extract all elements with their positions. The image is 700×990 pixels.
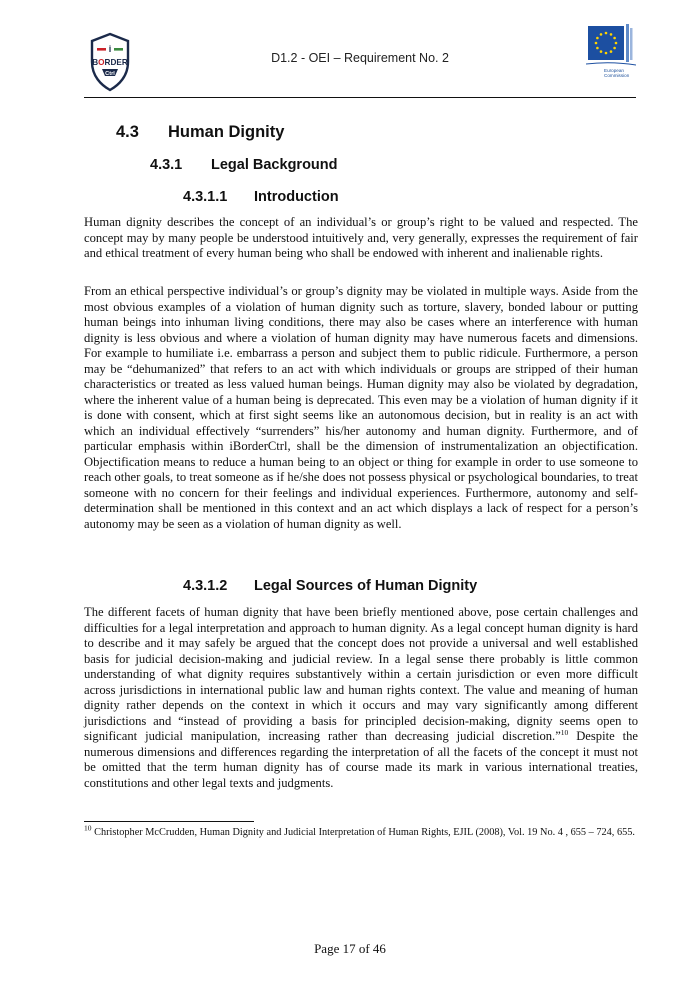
- intro-paragraph-1: Human dignity describes the concept of an individual’s or group’s right to be valued and respected. The concept may by many people be understood intuitively and, very generally, expresses the requirement of fair and ethical treatment of every human being who shall be endowed with inherent and inalienable rights.: [84, 215, 638, 260]
- intro-heading: [183, 189, 339, 205]
- page-number: Page 17 of 46: [314, 941, 386, 956]
- footnote: [84, 823, 640, 840]
- subsection-number: 4.3.1: [150, 157, 183, 173]
- header-title: D1.2 - OEI – Requirement No. 2: [271, 51, 449, 65]
- intro-number: 4.3.1.1: [183, 189, 228, 205]
- european-commission-label: European Commission: [604, 68, 630, 78]
- sources-text-before-ref: The different facets of human dignity that have been briefly mentioned above, pose certain challenges and difficulties for a legal interpretation and approach to human dignity. As a legal concept human dignity is hard to describe and it may safely be argued that the concept does not provide a universal and well established basis for judicial decision-making and judicial review. In a legal sense there probably is little common understanding of what dignity requires substantively within a certain jurisdiction or even more difficult across jurisdictions in international public law and human rights context. The value and meaning of human dignity rather depends on the context in which it occurs and may vary significantly among different jurisdictions and “instead of providing a basis for principled decision-making, dignity seems open to significant judicial manipulation, increasing rather than decreasing judicial discretion.”: [84, 605, 638, 743]
- sources-heading: [183, 578, 477, 594]
- footnote-number: 10: [84, 823, 92, 833]
- sources-paragraph: [84, 605, 638, 791]
- footnote-text: Christopher McCrudden, Human Dignity and Judicial Interpretation of Human Rights, EJIL (2008), Vol. 19 No. 4 , 655 – 724, 655.: [91, 827, 635, 838]
- section-title: Human Dignity: [168, 123, 285, 141]
- subsection-heading: [150, 157, 338, 173]
- intro-paragraph-2: From an ethical perspective individual’s or group’s dignity may be violated in multiple ways. Aside from the most obvious examples of a violation of human dignity such as torture, slavery, bonded labour or putting human beings into inhuman living conditions, there may also be cases where an interference with human dignity is less obvious and where a violation of human dignity may have numerous facets and dimensions. For example to humiliate i.e. embarrass a person and subject them to public ridicule. Furthermore, a person may be “dehumanized” that refers to an act with which individuals or groups are stripped of their human characteristics or treated as less valued human beings. Human dignity may also be violated by degradation, where the inherent value of a human being is deprecated. This even may be a violation of human dignity if it is done with consent, which at first sight seems like an autonomous decision, but in reality is an act with which an individual effectively “surrenders” his/her autonomy and human dignity. Furthermore, and of particular emphasis within iBorderCtrl, shall be the dimension of instrumentalization an objectification. Objectification means to reduce a human being to an object or thing for example in order to use someone to reach other goals, to treat someone as if he/she does not possess physical or psychological boundaries, to treat someone with no concern for their feelings and individual experiences. Furthermore, autonomy and self-determination shall be mentioned in this context and an act which displays a lack of respect for a person’s autonomy may be seen as a violation of human dignity as well.: [84, 284, 638, 531]
- page-header: [84, 24, 636, 96]
- footnote-reference[interactable]: 10: [560, 727, 569, 737]
- sources-title: Legal Sources of Human Dignity: [254, 578, 478, 594]
- intro-title: Introduction: [254, 189, 339, 205]
- sources-number: 4.3.1.2: [183, 578, 228, 594]
- section-heading: [116, 123, 284, 142]
- svg-text:Ctrl: Ctrl: [105, 71, 115, 77]
- european-commission-logo: [586, 24, 636, 86]
- section-number: 4.3: [116, 123, 139, 141]
- header-divider: [84, 97, 636, 98]
- sources-text-after-ref: Despite the numerous dimensions and differences regarding the interpretation of all the facets of the concept it must not be omitted that the term human dignity has of course made its mark in various international treaties, constitutions and other legal texts and judgments.: [84, 729, 638, 790]
- svg-text:BORDER: BORDER: [92, 58, 128, 67]
- svg-text:i: i: [108, 44, 112, 54]
- footnote-divider: [84, 821, 254, 822]
- subsection-title: Legal Background: [211, 157, 338, 173]
